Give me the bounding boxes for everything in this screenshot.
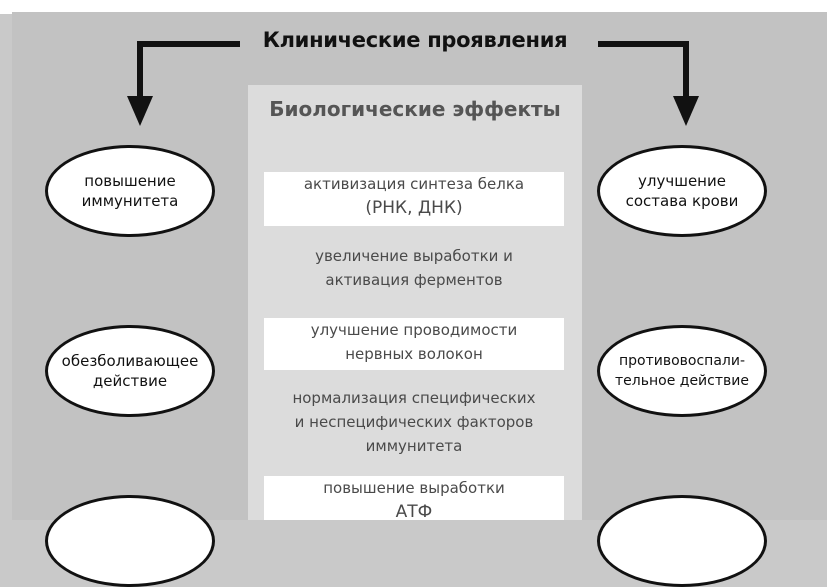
effect-line: нервных волокон xyxy=(345,345,483,363)
ellipse-line: обезболивающее xyxy=(61,352,199,370)
ellipse-immunity xyxy=(45,145,215,237)
effect-line: улучшение проводимости xyxy=(310,321,518,339)
ellipse-line: тельное действие xyxy=(615,373,749,389)
effect-line: активация ферментов xyxy=(325,271,503,289)
ellipse-line: улучшение xyxy=(638,172,726,190)
effect-immunity-normalization xyxy=(264,386,564,458)
ellipse-bottom-left-partial xyxy=(45,495,215,587)
ellipse-blood-composition xyxy=(597,145,767,237)
biological-effects-title: Биологические эффекты xyxy=(269,97,561,121)
effect-line: нормализация специфических xyxy=(292,389,536,407)
clinical-manifestations-title: Клинические проявления xyxy=(262,28,568,52)
effect-protein-synthesis xyxy=(264,172,564,226)
effect-enzymes xyxy=(264,244,564,292)
ellipse-line: противовоспали- xyxy=(618,353,746,369)
ellipse-analgesic xyxy=(45,325,215,417)
effect-line: АТФ xyxy=(395,502,433,522)
ellipse-bottom-right-partial xyxy=(597,495,767,587)
effect-line: (РНК, ДНК) xyxy=(365,198,463,218)
left-arrow-head xyxy=(127,96,153,126)
right-arrow-head xyxy=(673,96,699,126)
effect-atp xyxy=(264,476,564,520)
effect-line: иммунитета xyxy=(365,437,463,455)
ellipse-line: состава крови xyxy=(625,192,739,210)
ellipse-line: повышение xyxy=(84,172,176,190)
ellipse-anti-inflammatory xyxy=(597,325,767,417)
effect-line: и неспецифических факторов xyxy=(294,413,534,431)
effect-line: повышение выработки xyxy=(323,479,505,497)
effect-line: активизация синтеза белка xyxy=(303,175,525,193)
left-connector-line xyxy=(140,44,240,108)
effect-nerve-conductivity xyxy=(264,318,564,370)
ellipse-line: иммунитета xyxy=(81,192,179,210)
effect-line: увеличение выработки и xyxy=(315,247,513,265)
ellipse-line: действие xyxy=(92,372,168,390)
right-connector-line xyxy=(598,44,686,108)
